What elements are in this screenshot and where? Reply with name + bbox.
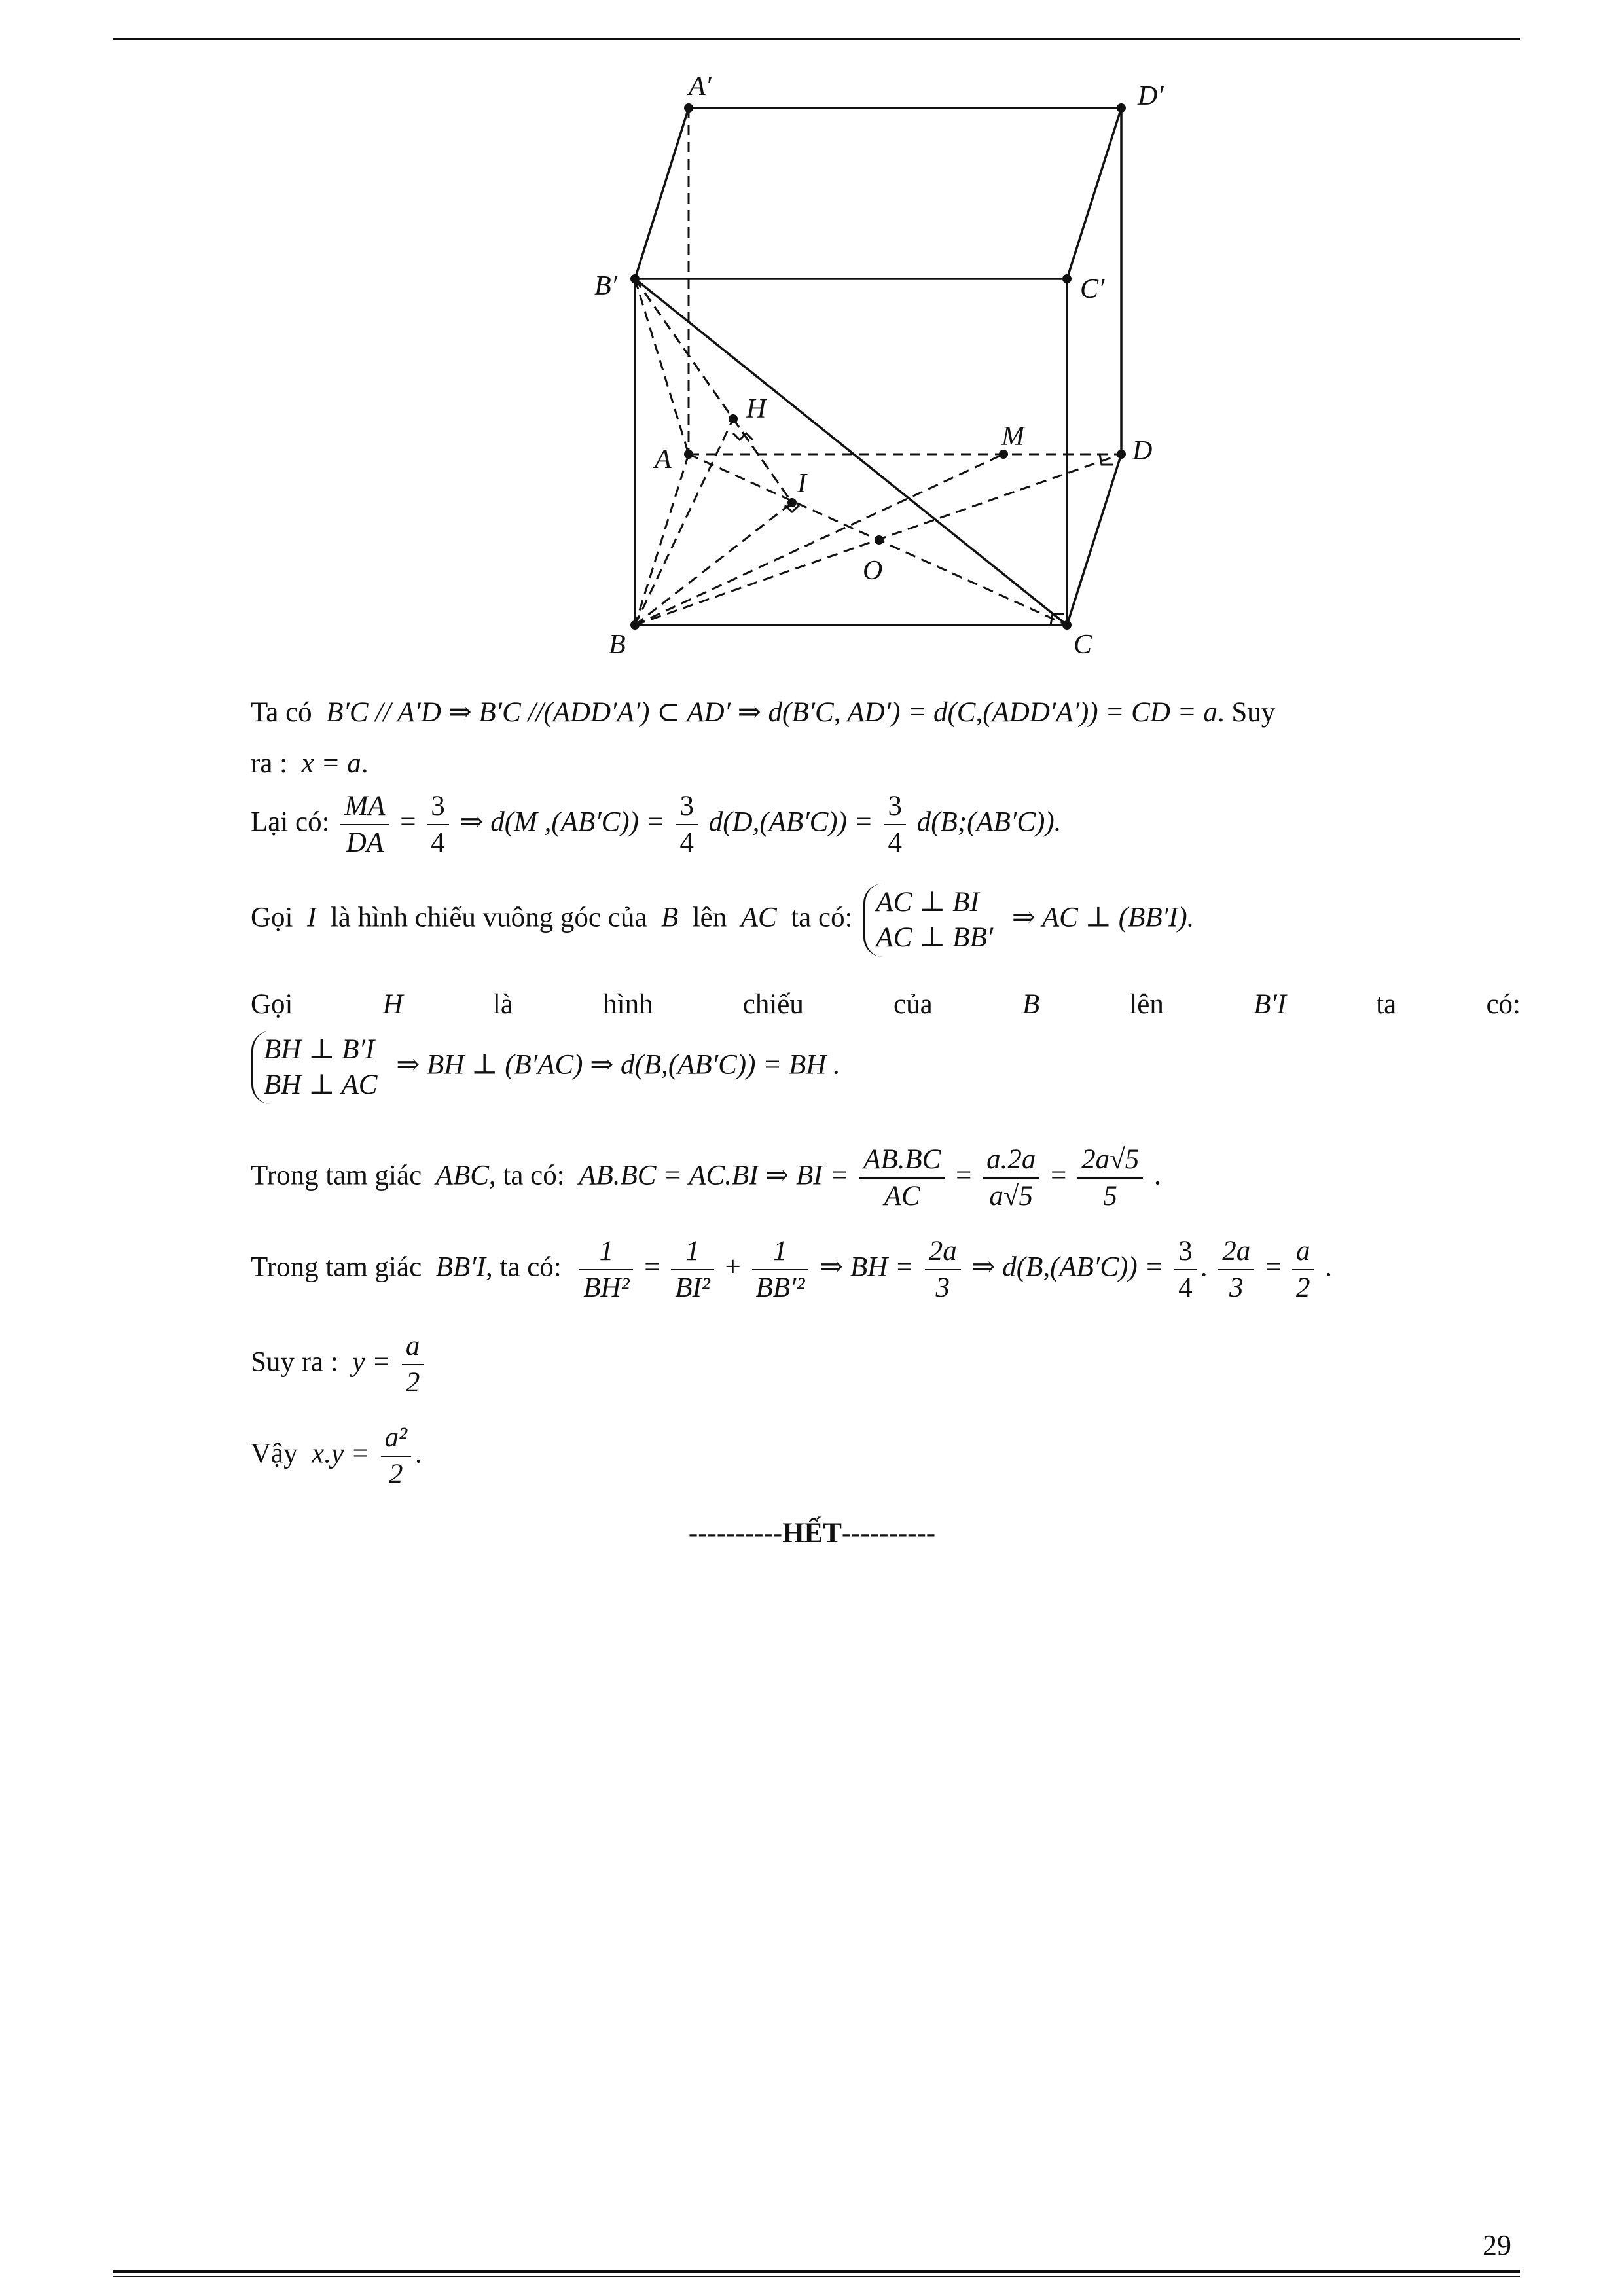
fraction: $\frac{a}{2}$ <box>1292 1234 1314 1306</box>
bottom-rule <box>113 2270 1520 2273</box>
line-8: Trong tam giác BB′I, ta có: $\frac{1}{\text{BH²}}$ = $\frac{1}{\text{BI²}}$ + $\frac{1}{\text{BB′²}}$ ⇒ BH = $\frac{2a}{3}$ ⇒ d(B,(AB′C)) = $\frac{3}{4}$ . $\frac{2a}{3}$ = $\frac{a}{2}$ . <box>251 1234 1332 1306</box>
fraction: $\frac{1}{\text{BI²}}$ <box>671 1234 713 1306</box>
fraction: $\frac{3}{4}$ <box>1174 1234 1197 1306</box>
line-10: Vậy x.y = $\frac{\text{a²}}{2}$ . <box>251 1420 422 1492</box>
math-expression: B′C // A′D ⇒ B′C //(ADD′A′) ⊂ AD′ ⇒ d(B′C, AD′) = d(C,(ADD′A′)) = CD = a <box>326 697 1218 728</box>
line-6: BH ⊥ B′I BH ⊥ AC ⇒ BH ⊥ (B′AC) ⇒ d(B,(AB′C)) = BH . <box>247 1031 840 1104</box>
label-h: H <box>746 394 767 424</box>
text-intro: ra : <box>251 748 288 779</box>
label-o: O <box>863 556 883 586</box>
line-2: ra : x = a. <box>251 748 369 779</box>
line-4: Gọi I là hình chiếu vuông góc của B lên AC ta có: AC ⊥ BI AC ⊥ BB′ ⇒ AC ⊥ (BB′I). <box>251 884 1194 957</box>
label-a-prime: A′ <box>689 71 712 101</box>
equation-system: AC ⊥ BI AC ⊥ BB′ <box>863 884 1001 957</box>
line-9: Suy ra : y = $\frac{a}{2}$ <box>251 1329 427 1401</box>
fraction: $\frac{\text{a²}}{2}$ <box>381 1420 411 1492</box>
label-d-prime: D′ <box>1138 81 1164 111</box>
label-m: M <box>1001 422 1024 452</box>
text-intro: Ta có <box>251 697 312 728</box>
line-7: Trong tam giác ABC, ta có: AB.BC = AC.BI ⇒ BI = $\frac{AB.BC}{AC}$ = $\frac{a.2a}{a√5}$ = $\frac{2a√5}{5}$ . <box>251 1142 1161 1214</box>
line-1 <box>251 695 1275 730</box>
line-5: Gọi H là hình chiếu của B lên B′I ta có: <box>251 989 1521 1020</box>
label-b-prime: B′ <box>594 271 617 301</box>
fraction: $\frac{AB.BC}{AC}$ <box>859 1142 945 1214</box>
bottom-rule-thin <box>113 2276 1520 2277</box>
label-c-prime: C′ <box>1080 274 1105 304</box>
fraction: $\frac{2a}{3}$ <box>925 1234 961 1306</box>
end-marker: ----------HẾT---------- <box>688 1518 936 1549</box>
text-end: . Suy <box>1217 697 1276 728</box>
fraction: $\frac{1}{\text{BB′²}}$ <box>752 1234 809 1306</box>
fraction: $\frac{2a√5}{5}$ <box>1077 1142 1143 1214</box>
line-3: Lại có: $\frac{MA}{DA}$ = $\frac{3}{4}$ ⇒ d(M ,(AB′C)) = $\frac{3}{4}$ d(D,(AB′C)) = $\frac{3}{4}$ d(B;(AB′C)). <box>251 789 1061 861</box>
fraction: $\frac{a.2a}{a√5}$ <box>983 1142 1039 1214</box>
cuboid-figure <box>0 0 1624 661</box>
label-a: A <box>655 444 672 475</box>
fraction: $\frac{1}{\text{BH²}}$ <box>579 1234 633 1306</box>
label-c: C <box>1074 630 1092 660</box>
fraction: $\frac{3}{4}$ <box>884 789 906 861</box>
label-i: I <box>797 469 806 499</box>
page-number: 29 <box>1483 2229 1511 2261</box>
label-d: D <box>1132 436 1153 466</box>
fraction: $\frac{MA}{DA}$ <box>340 789 389 861</box>
fraction: $\frac{3}{4}$ <box>676 789 698 861</box>
label-b: B <box>609 630 626 660</box>
text-intro: Lại có: <box>251 806 330 838</box>
math-expression: x = a <box>301 748 361 779</box>
fraction: $\frac{3}{4}$ <box>427 789 449 861</box>
fraction: $\frac{2a}{3}$ <box>1218 1234 1254 1306</box>
fraction: $\frac{a}{2}$ <box>402 1329 424 1401</box>
equation-system: BH ⊥ B′I BH ⊥ AC <box>251 1031 385 1104</box>
